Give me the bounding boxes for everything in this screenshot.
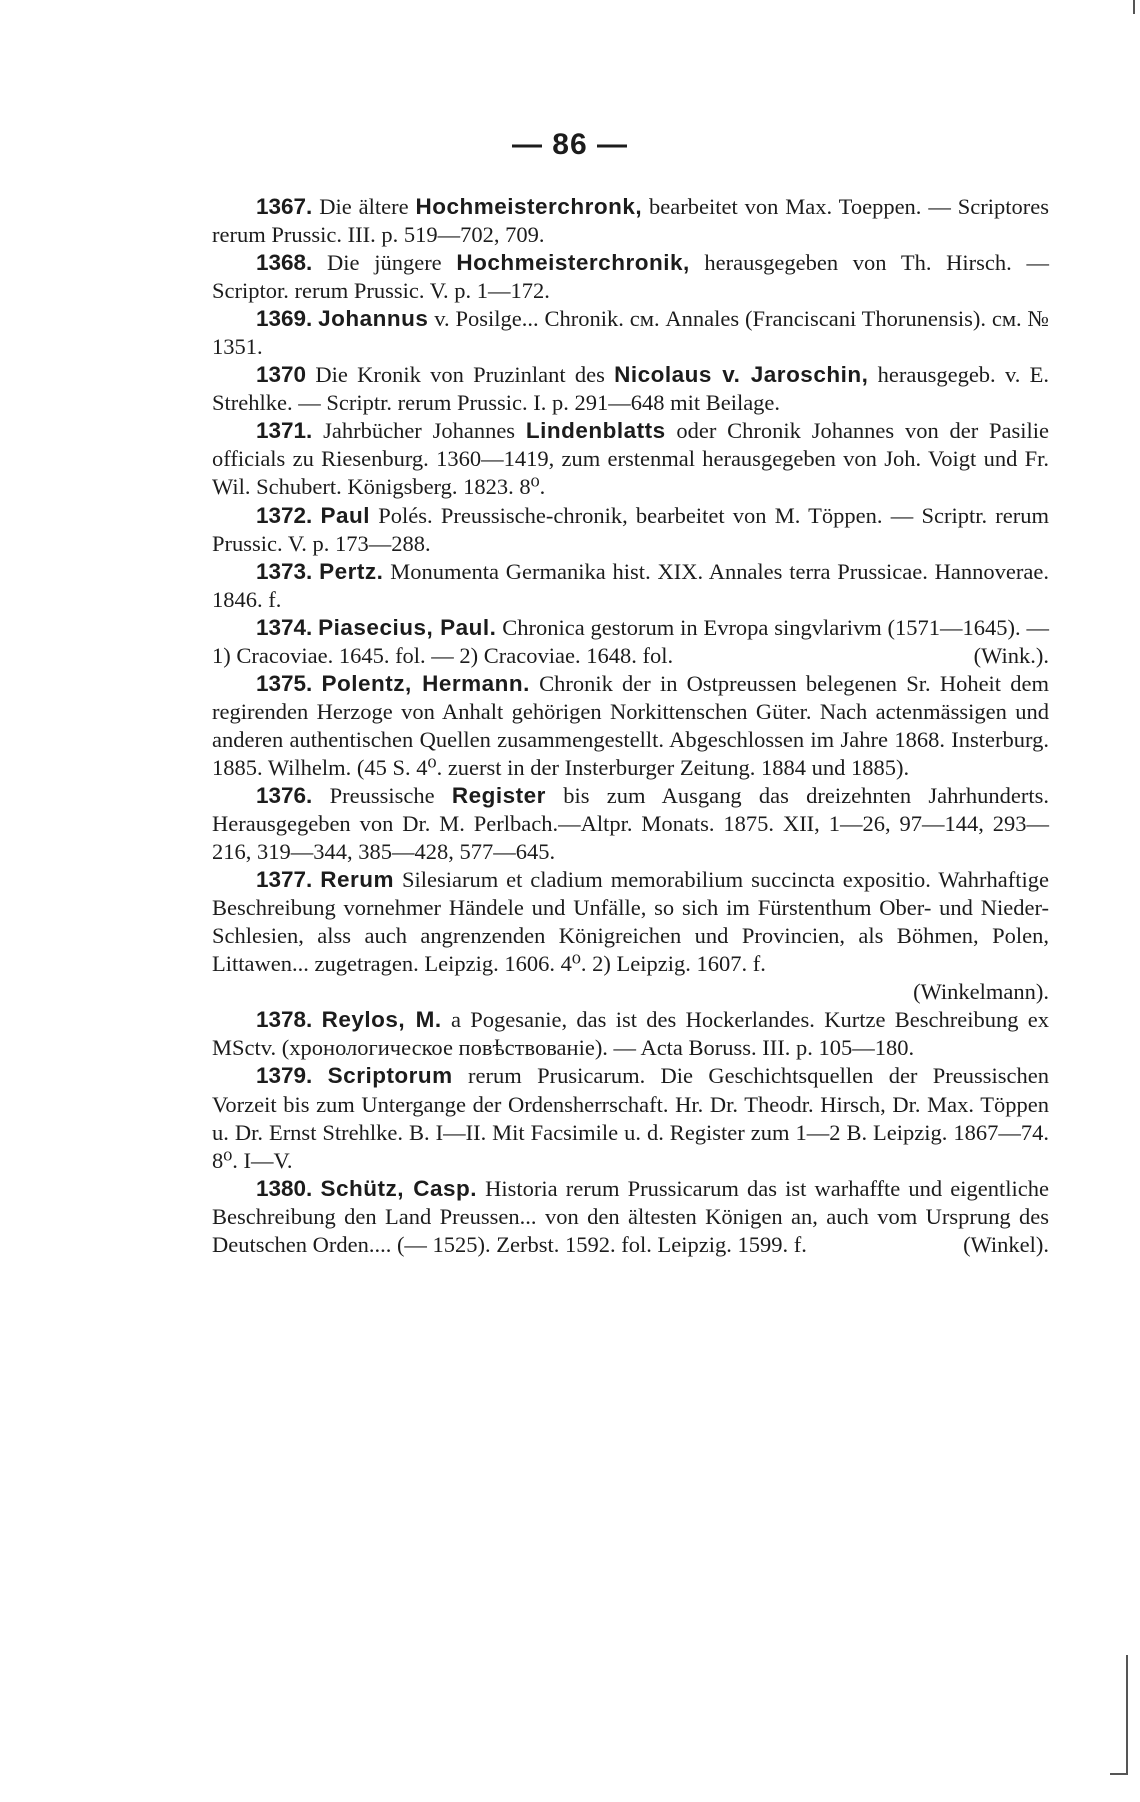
entry-number: 1370 xyxy=(256,362,307,388)
entry-lead: Die jüngere xyxy=(312,250,457,276)
bibliography-entry-1368 xyxy=(212,249,1049,305)
bibliography-entry-1373 xyxy=(212,558,1049,614)
entry-number: 1378. xyxy=(256,1007,313,1033)
entry-text: rerum Prusicarum. Die Geschichtsquellen der Preussischen Vorzeit bis zum Untergange der Ordensherrschaft. Hr. Dr. Theodr. Hirsch, Dr. Max. Töppen u. Dr. Ernst Strehlke. B. I—II. Mit Facsimile u. d. Register zum 1—2 B. Leipzig. 1867—74. 8⁰. I—V. xyxy=(212,1063,1050,1173)
entry-heading: Johannus xyxy=(318,306,429,332)
entry-source-note: (Winkelmann). xyxy=(913,979,1049,1005)
page-number: — 86 — xyxy=(511,128,629,161)
bibliography-entry-1379 xyxy=(212,1062,1049,1174)
bibliography-list xyxy=(212,193,1049,1259)
entry-lead: Die ältere xyxy=(312,194,416,219)
entry-number: 1368. xyxy=(256,250,313,276)
entry-text: bearbeitet von Max. Toeppen. — Scriptores rerum Prussic. III. p. 519—702, 709. xyxy=(212,194,1049,248)
bibliography-entry-1367 xyxy=(212,193,1049,249)
entry-lead: Jahrbücher Johannes xyxy=(312,418,526,444)
entry-lead xyxy=(312,1007,321,1032)
entry-text: oder Chronik Johannes von der Pasilie officials zu Riesenburg. 1360—1419, zum erstenmal herausgegeben von Joh. Voigt und Fr. Wil. Schubert. Königsberg. 1823. 8⁰. xyxy=(212,418,1049,500)
entry-heading: Schütz, Casp. xyxy=(320,1175,477,1201)
entry-heading: Rerum xyxy=(320,867,395,893)
scan-edge-mark xyxy=(1110,1773,1128,1775)
entry-number: 1377. xyxy=(256,867,313,893)
entry-text: a Pogesanie, das ist des Hockerlandes. Kurtze Beschreibung ex MSctv. (хронологическое повѣствованіе). — Acta Boruss. III. p. 105—180. xyxy=(212,1007,1050,1061)
entry-lead: Die Kronik von Pruzinlant des xyxy=(306,362,615,388)
entry-source-note: (Wink.). xyxy=(973,642,1049,668)
entry-number: 1367. xyxy=(256,194,313,219)
entry-heading: Polentz, Hermann. xyxy=(321,670,530,696)
entry-source-note: (Winkel). xyxy=(963,1231,1049,1257)
bibliography-entry-1371 xyxy=(212,417,1049,501)
entry-text: herausgegeb. v. E. Strehlke. — Scriptr. rerum Prussic. I. p. 291—648 mit Beilage. xyxy=(212,362,1049,416)
bibliography-entry-1372 xyxy=(212,502,1049,558)
entry-heading: Register xyxy=(451,782,546,808)
entry-heading: Hochmeisterchronik, xyxy=(456,250,690,276)
entry-text: bis zum Ausgang das dreizehnten Jahrhunderts. Herausgegeben von Dr. M. Perlbach.—Altpr. Monats. 1875. XII, 1—26, 97—144, 293—216, 319—344, 385—428, 577—645. xyxy=(212,782,1049,865)
bibliography-entry-1378 xyxy=(212,1006,1049,1062)
entry-number: 1376. xyxy=(256,782,313,808)
entry-heading: Reylos, M. xyxy=(321,1007,442,1033)
entry-lead xyxy=(312,503,320,528)
entry-heading: Pertz. xyxy=(319,558,384,584)
entry-text: Polés. Preussische-chronik, bearbeitet von M. Töppen. — Scriptr. rerum Prussic. V. p. 173—288. xyxy=(212,502,1050,556)
entry-heading: Paul xyxy=(320,502,371,528)
entry-text: v. Posilge... Chronik. см. Annales (Franciscani Thorunensis). см. № 1351. xyxy=(212,306,1049,360)
entry-heading: Lindenblatts xyxy=(525,418,666,444)
entry-number: 1373. xyxy=(256,558,313,584)
entry-text: Historia rerum Prussicarum das ist warhaffte und eigentliche Beschreibung den Land Preussen... von den ältesten Königen an, auch vom Ursprung des Deutschen Orden.... (— 1525). Zerbst. 1592. fol. Leipzig. 1599. f. xyxy=(212,1175,1050,1257)
scan-edge-mark xyxy=(1133,0,1135,14)
bibliography-entry-1374 xyxy=(212,614,1049,670)
entry-lead xyxy=(312,671,321,696)
entry-text: Chronik der in Ostpreussen belegenen Sr. Hoheit dem regirenden Herzoge von Anhalt gehörigen Norkittenschen Güter. Nach actenmässigen und anderen authentischen Quellen zusammengestellt. Abgeschlossen im Jahre 1868. Insterburg. 1885. Wilhelm. (45 S. 4⁰. zuerst in der Insterburger Zeitung. 1884 und 1885). xyxy=(212,670,1049,780)
entry-number: 1369. xyxy=(256,306,313,332)
entry-number: 1375. xyxy=(256,670,313,696)
entry-number: 1372. xyxy=(256,502,313,528)
entry-number: 1379. xyxy=(256,1063,313,1089)
entry-text: Monumenta Germanika hist. XIX. Annales terra Prussicae. Hannoverae. 1846. f. xyxy=(212,558,1049,612)
bibliography-entry-1380 xyxy=(212,1175,1049,1259)
bibliography-entry-1376 xyxy=(212,782,1049,866)
entry-heading: Hochmeisterchronk, xyxy=(415,194,643,219)
entry-text: herausgegeben von Th. Hirsch. — Scriptor. rerum Prussic. V. p. 1—172. xyxy=(212,250,1049,304)
bibliography-entry-1377 xyxy=(212,866,1049,978)
scan-edge-mark xyxy=(1126,1655,1128,1775)
entry-lead: Preussische xyxy=(312,782,452,808)
entry-text: Chronica gestorum in Evropa singvlarivm (1571—1645). — 1) Cracoviae. 1645. fol. — 2) Cracoviae. 1648. fol. xyxy=(212,614,1049,668)
entry-heading: Piasecius, Paul. xyxy=(318,614,497,640)
entry-number: 1380. xyxy=(256,1175,313,1201)
entry-lead xyxy=(312,1063,327,1088)
entry-heading: Scriptorum xyxy=(327,1063,453,1089)
entry-number: 1371. xyxy=(256,418,313,444)
entry-number: 1374. xyxy=(256,614,313,640)
entry-heading: Nicolaus v. Jaroschin, xyxy=(614,362,869,388)
bibliography-entry-1375 xyxy=(212,670,1049,782)
bibliography-entry-1370 xyxy=(212,361,1049,417)
bibliography-entry-1369 xyxy=(212,305,1049,361)
entry-text: Silesiarum et cladium memorabilium succincta expositio. Wahrhaftige Beschreibung vornehmer Händele und Unfälle, so sich im Fürstenthum Ober- und Nieder-Schlesien, alss auch angrenzenden Königreichen und Provincien, als Böhmen, Polen, Littawen... zugetragen. Leipzig. 1606. 4⁰. 2) Leipzig. 1607. f. xyxy=(212,867,1050,977)
